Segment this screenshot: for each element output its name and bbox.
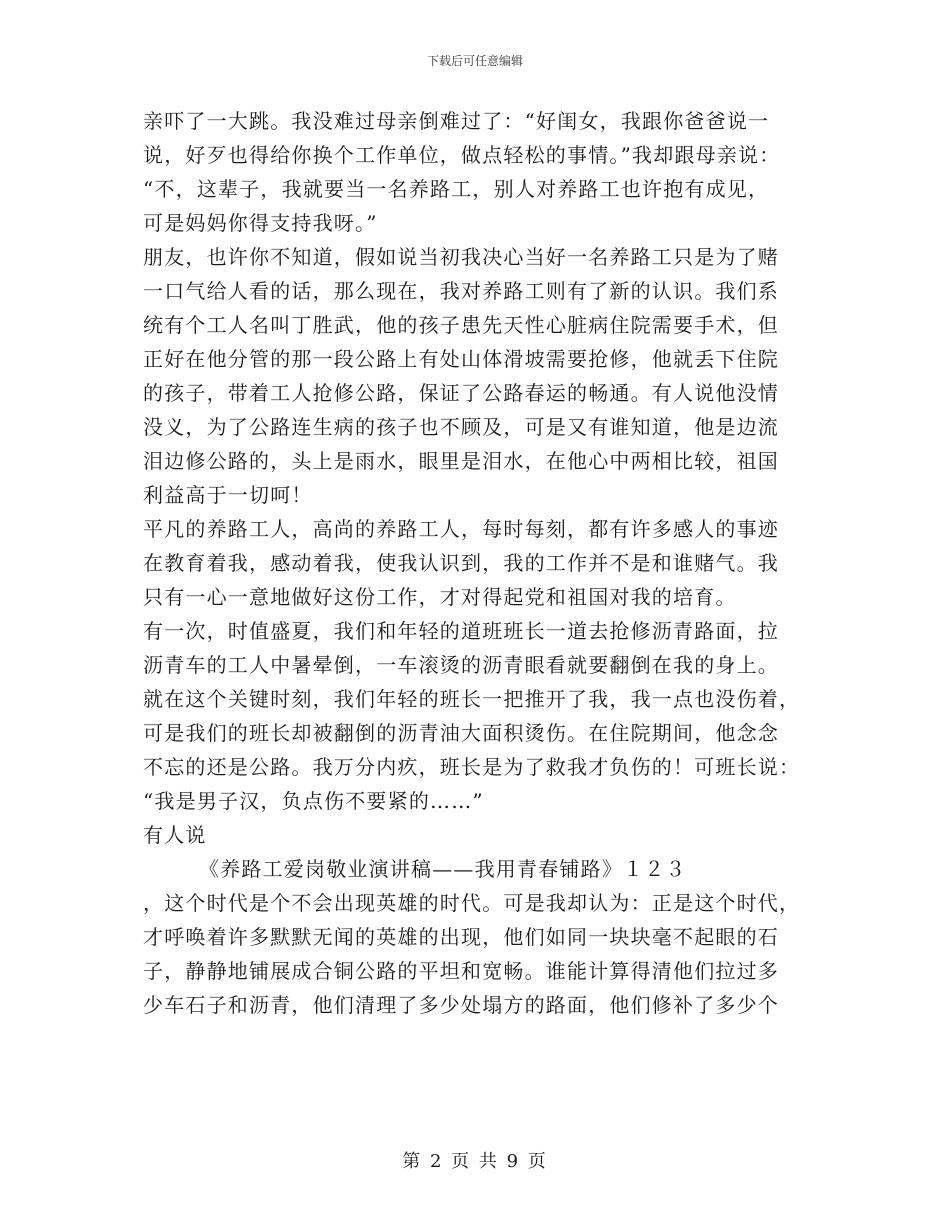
text-line: 有人说 — [143, 823, 207, 847]
text-line: 在教育着我，感动着我，使我认识到，我的工作并不是和谁赌气。我 — [143, 551, 779, 575]
text-line: 朋友，也许你不知道，假如说当初我决心当好一名养路工只是为了赌 — [143, 245, 779, 269]
text-line: 有一次，时值盛夏，我们和年轻的道班班长一道去抢修沥青路面，拉 — [143, 619, 779, 643]
text-line: 才呼唤着许多默默无闻的英雄的出现，他们如同一块块毫不起眼的石 — [143, 925, 779, 949]
text-line: 就在这个关键时刻，我们年轻的班长一把推开了我，我一点也没伤着， — [143, 687, 801, 711]
text-line: 平凡的养路工人，高尚的养路工人，每时每刻，都有许多感人的事迹 — [143, 517, 779, 541]
text-line: 利益高于一切呵！ — [143, 483, 313, 507]
text-line: 说，好歹也得给你换个工作单位，做点轻松的事情。”我却跟母亲说： — [143, 143, 781, 167]
document-body — [143, 104, 823, 1022]
page-header: 下载后可任意编辑 — [426, 54, 523, 68]
text-line: 泪边修公路的，头上是雨水，眼里是泪水，在他心中两相比较，祖国 — [143, 449, 779, 473]
text-line: 没义，为了公路连生病的孩子也不顾及，可是又有谁知道，他是边流 — [143, 415, 779, 439]
page-number-footer: 第 2 页 共 9 页 — [402, 1151, 548, 1172]
text-line: 亲吓了一大跳。我没难过母亲倒难过了：“好闺女，我跟你爸爸说一 — [143, 109, 770, 133]
text-line: 只有一心一意地做好这份工作，才对得起党和祖国对我的培育。 — [143, 585, 737, 609]
text-line: 正好在他分管的那一段公路上有处山体滑坡需要抢修，他就丢下住院 — [143, 347, 779, 371]
text-line: ，这个时代是个不会出现英雄的时代。可是我却认为：正是这个时代， — [143, 891, 801, 915]
text-line: “我是男子汉，负点伤不要紧的……” — [143, 789, 484, 813]
speech-title-line: 《养路工爱岗敬业演讲稿——我用青春铺路》１２３ — [199, 857, 687, 881]
text-line: 不忘的还是公路。我万分内疚，班长是为了救我才负伤的！可班长说： — [143, 755, 801, 779]
text-line: 的孩子，带着工人抢修公路，保证了公路春运的畅通。有人说他没情 — [143, 381, 779, 405]
text-line: 一口气给人看的话，那么现在，我对养路工则有了新的认识。我们系 — [143, 279, 779, 303]
text-line: “不，这辈子，我就要当一名养路工，别人对养路工也许抱有成见， — [143, 177, 770, 201]
text-line: 可是我们的班长却被翻倒的沥青油大面积烫伤。在住院期间，他念念 — [143, 721, 779, 745]
text-line: 沥青车的工人中暑晕倒，一车滚烫的沥青眼看就要翻倒在我的身上。 — [143, 653, 779, 677]
text-line: 可是妈妈你得支持我呀。” — [143, 211, 378, 235]
text-line: 统有个工人名叫丁胜武，他的孩子患先天性心脏病住院需要手术，但 — [143, 313, 779, 337]
text-line: 少车石子和沥青，他们清理了多少处塌方的路面，他们修补了多少个 — [143, 993, 779, 1017]
text-line: 子，静静地铺展成合铜公路的平坦和宽畅。谁能计算得清他们拉过多 — [143, 959, 779, 983]
